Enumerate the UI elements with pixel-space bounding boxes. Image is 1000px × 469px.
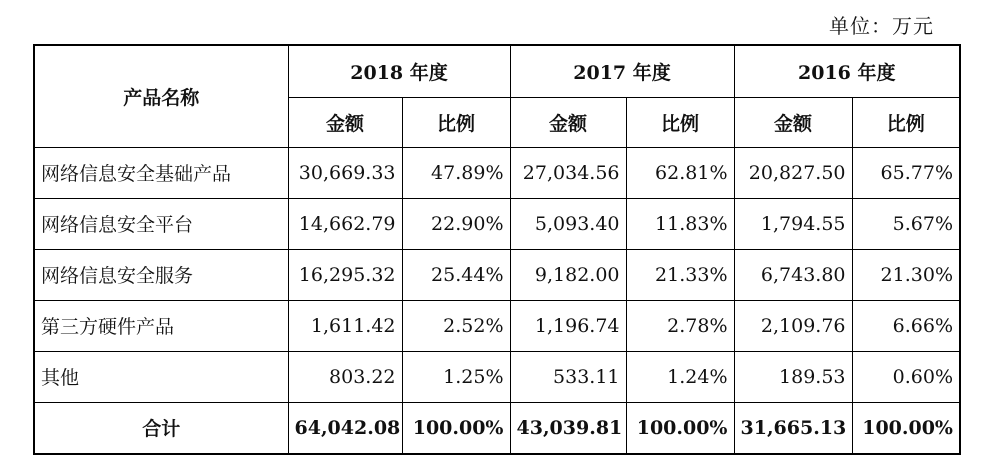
year-header-2017: 2017 年度 xyxy=(510,45,734,97)
ratio-2016: 5.67% xyxy=(852,198,960,249)
ratio-2018: 25.44% xyxy=(402,249,510,300)
ratio-header: 比例 xyxy=(626,97,734,147)
ratio-header: 比例 xyxy=(852,97,960,147)
total-row xyxy=(34,402,960,454)
total-amount-2016: 31,665.13 xyxy=(734,402,852,454)
amount-2017: 1,196.74 xyxy=(510,300,626,351)
table-row xyxy=(34,198,960,249)
row-name: 网络信息安全平台 xyxy=(34,198,288,249)
ratio-2017: 11.83% xyxy=(626,198,734,249)
year-header-2018: 2018 年度 xyxy=(288,45,510,97)
ratio-2016: 21.30% xyxy=(852,249,960,300)
ratio-2017: 1.24% xyxy=(626,351,734,402)
ratio-2018: 1.25% xyxy=(402,351,510,402)
year-header-2016: 2016 年度 xyxy=(734,45,960,97)
table-row xyxy=(34,300,960,351)
amount-2016: 6,743.80 xyxy=(734,249,852,300)
amount-2017: 27,034.56 xyxy=(510,147,626,198)
amount-2018: 1,611.42 xyxy=(288,300,402,351)
ratio-2016: 0.60% xyxy=(852,351,960,402)
row-name: 网络信息安全服务 xyxy=(34,249,288,300)
amount-2016: 1,794.55 xyxy=(734,198,852,249)
total-amount-2017: 43,039.81 xyxy=(510,402,626,454)
revenue-table xyxy=(33,44,961,455)
amount-2016: 189.53 xyxy=(734,351,852,402)
row-name: 网络信息安全基础产品 xyxy=(34,147,288,198)
total-ratio-2016: 100.00% xyxy=(852,402,960,454)
ratio-2018: 2.52% xyxy=(402,300,510,351)
amount-2016: 2,109.76 xyxy=(734,300,852,351)
ratio-2017: 21.33% xyxy=(626,249,734,300)
amount-2018: 14,662.79 xyxy=(288,198,402,249)
table-row xyxy=(34,147,960,198)
total-label: 合计 xyxy=(34,402,288,454)
ratio-2016: 6.66% xyxy=(852,300,960,351)
amount-header: 金额 xyxy=(288,97,402,147)
table-row xyxy=(34,351,960,402)
row-name: 第三方硬件产品 xyxy=(34,300,288,351)
unit-label: 单位：万元 xyxy=(829,14,934,38)
amount-2018: 16,295.32 xyxy=(288,249,402,300)
amount-2017: 5,093.40 xyxy=(510,198,626,249)
ratio-2018: 22.90% xyxy=(402,198,510,249)
header-row-years xyxy=(34,45,960,97)
ratio-2018: 47.89% xyxy=(402,147,510,198)
ratio-header: 比例 xyxy=(402,97,510,147)
amount-2018: 30,669.33 xyxy=(288,147,402,198)
amount-header: 金额 xyxy=(510,97,626,147)
total-ratio-2017: 100.00% xyxy=(626,402,734,454)
amount-2018: 803.22 xyxy=(288,351,402,402)
row-name: 其他 xyxy=(34,351,288,402)
total-amount-2018: 64,042.08 xyxy=(288,402,402,454)
ratio-2017: 62.81% xyxy=(626,147,734,198)
amount-2016: 20,827.50 xyxy=(734,147,852,198)
amount-2017: 533.11 xyxy=(510,351,626,402)
amount-header: 金额 xyxy=(734,97,852,147)
total-ratio-2018: 100.00% xyxy=(402,402,510,454)
table-row xyxy=(34,249,960,300)
ratio-2016: 65.77% xyxy=(852,147,960,198)
amount-2017: 9,182.00 xyxy=(510,249,626,300)
ratio-2017: 2.78% xyxy=(626,300,734,351)
product-name-header: 产品名称 xyxy=(34,45,288,147)
